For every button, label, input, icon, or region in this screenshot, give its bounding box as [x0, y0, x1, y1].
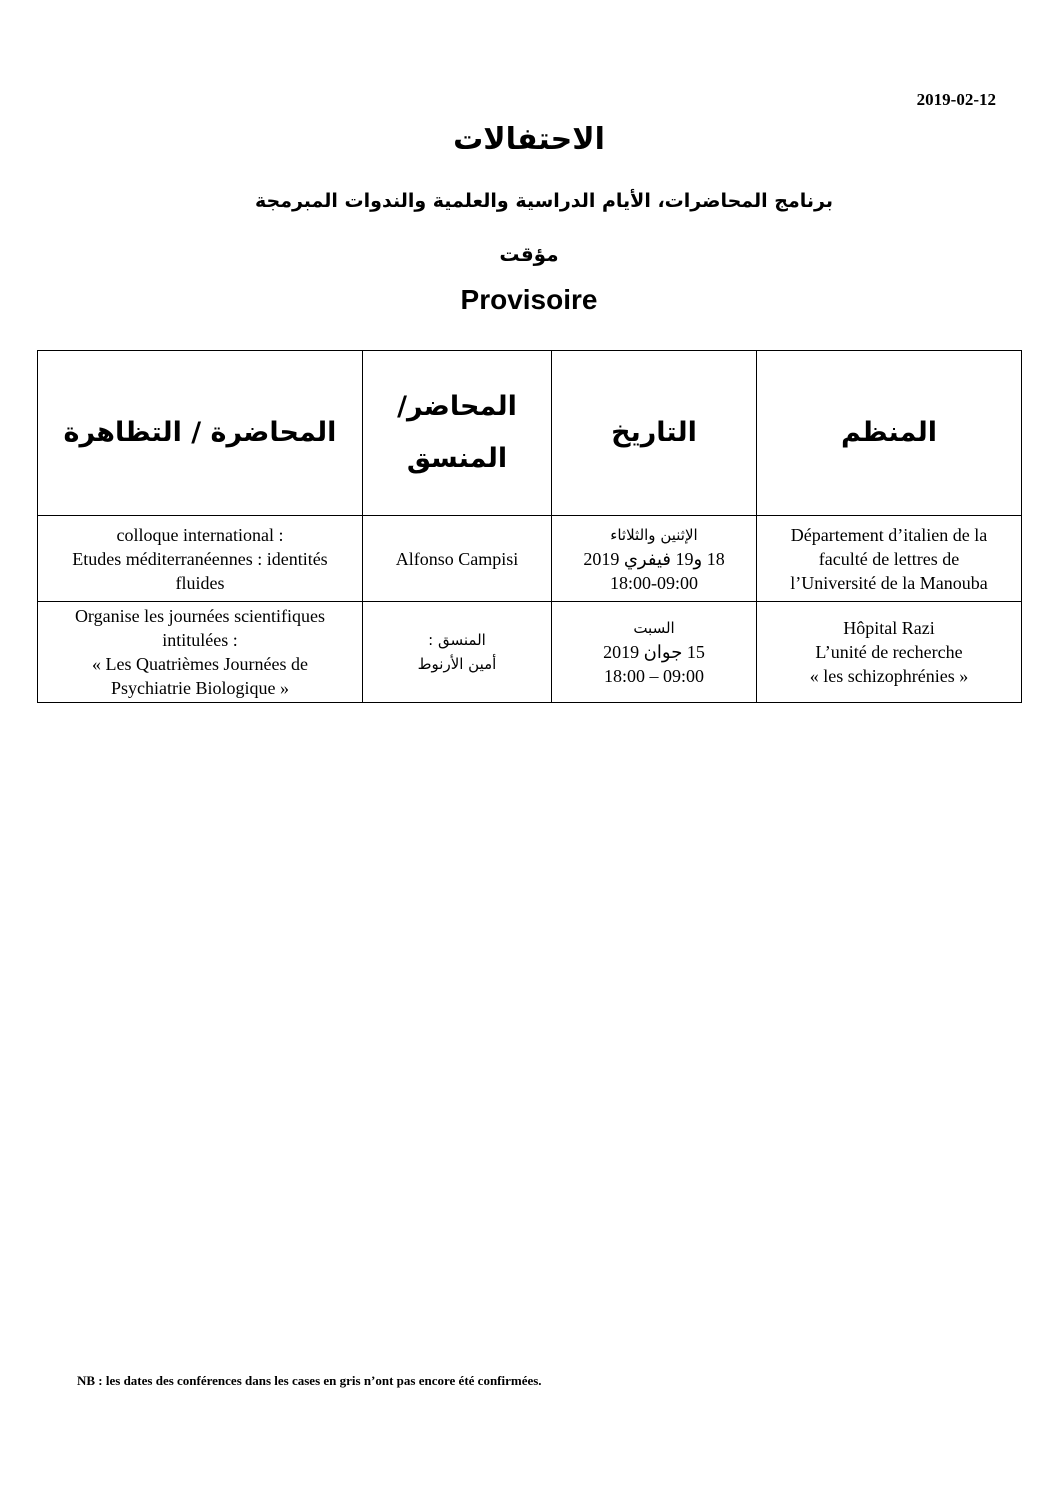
event-line: « Les Quatrièmes Journées de [92, 654, 308, 674]
organizer-line: L’unité de recherche [815, 642, 963, 662]
organizer-cell [757, 602, 1022, 703]
column-header-speaker: المحاضر/ المنسق [363, 351, 552, 516]
temporary-label: مؤقت [499, 242, 559, 266]
organizer-line: faculté de lettres de [818, 548, 960, 569]
table-row [38, 516, 1022, 602]
date-line: 15 جوان 2019 [603, 642, 705, 662]
time-line: 18:00-09:00 [610, 572, 698, 593]
organizer-cell [757, 516, 1022, 602]
speaker-cell [363, 602, 552, 703]
date-cell [552, 602, 757, 703]
event-line: intitulées : [162, 630, 238, 650]
event-line: colloque international : [116, 524, 284, 545]
date-line: 18 و19 فيفري 2019 [583, 548, 725, 569]
organizer-line: Département d’italien de la [790, 524, 988, 545]
date-cell [552, 516, 757, 602]
speaker-name: Alfonso Campisi [395, 548, 519, 569]
coordinator-name: أمين الأرنوط [417, 655, 497, 673]
page-subtitle: برنامج المحاضرات، الأيام الدراسية والعلمية والندوات المبرمجة [255, 190, 833, 212]
table-row [38, 602, 1022, 703]
event-line: fluides [175, 572, 225, 593]
page-title: الاحتفالات [453, 122, 605, 157]
event-cell [38, 602, 363, 703]
event-cell [38, 516, 363, 602]
provisional-label: Provisoire [460, 284, 598, 315]
column-header-date: التاريخ [552, 351, 757, 516]
organizer-line: « les schizophrénies » [809, 666, 969, 686]
event-line: Organise les journées scientifiques [74, 606, 326, 626]
table-header-row [38, 351, 1022, 516]
column-header-organizer: المنظم [757, 351, 1022, 516]
organizer-line: l’Université de la Manouba [790, 572, 988, 593]
speaker-cell [363, 516, 552, 602]
column-header-event: المحاضرة / التظاهرة [38, 351, 363, 516]
program-table [37, 350, 1022, 703]
date-day: الإثنين والثلاثاء [610, 525, 698, 544]
time-line: 18:00 – 09:00 [603, 666, 704, 686]
event-line: Etudes méditerranéennes : identités [72, 548, 328, 569]
date-day: السبت [633, 619, 675, 637]
coordinator-label: المنسق : [428, 631, 486, 649]
event-line: Psychiatrie Biologique » [111, 678, 289, 698]
document-date: 2019-02-12 [916, 90, 996, 109]
organizer-line: Hôpital Razi [843, 618, 935, 638]
footnote: NB : les dates des conférences dans les cases en gris n’ont pas encore été confirmées. [77, 1373, 542, 1388]
